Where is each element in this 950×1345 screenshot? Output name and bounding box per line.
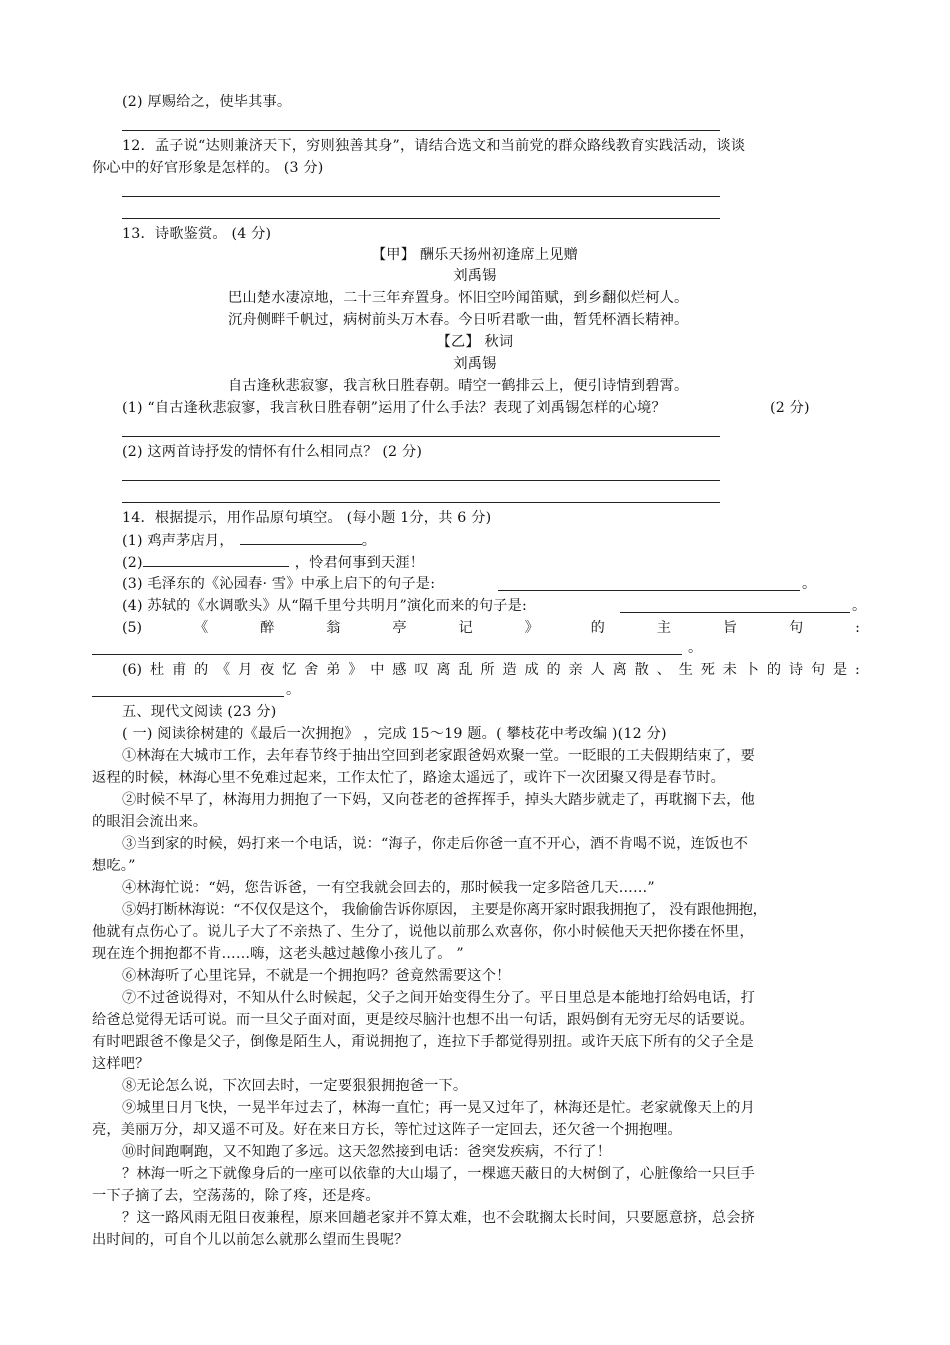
q14-s6-char: 》 [348, 662, 363, 678]
q14-s6-char: 亲 [568, 662, 583, 678]
q14-s3-text: (3) 毛泽东的《沁园春· 雪》中承上启下的句子是: [122, 576, 436, 592]
q14-s5-char: : [855, 620, 860, 636]
q14-s6-char: 弟 [326, 662, 341, 678]
q14-s6-char: 杜 [149, 662, 165, 678]
q12-line2: 你心中的好官形象是怎样的。 (3 分) [92, 160, 324, 176]
story-line: 他就有点伤心了。说儿子大了不亲热了、生分了，说他以前那么欢喜你，你小时候他天天把你搂在怀里， [92, 924, 754, 940]
q14-s4 [122, 596, 527, 616]
q14-s1-text: (1) 鸡声茅店月， [122, 533, 234, 549]
poem2-author: 刘禹锡 [453, 356, 497, 372]
q14-s5-char: (5) [122, 620, 143, 636]
q14-s5-char: 的 [590, 620, 605, 636]
fill-blank[interactable] [620, 612, 850, 613]
q14-s6-char: 未 [722, 662, 737, 678]
q14-s6-char: 人 [590, 662, 605, 678]
q14-s5-char: 主 [656, 620, 671, 636]
q14-s5-char: 翁 [326, 620, 341, 636]
q14-s6-char: 的 [546, 662, 561, 678]
answer-line [122, 436, 720, 437]
q14-s6-char: 成 [524, 662, 539, 678]
answer-line [122, 218, 720, 219]
story-line: ⑩时间跑啊跑，又不知跑了多远。这天忽然接到电话：爸突发疾病，不行了！ [122, 1144, 612, 1160]
story-line: 给爸总觉得无话可说。而一旦父子面对面，更是绞尽脑汁也想不出一句话，跟妈倒有无穷无尽的话要说。 [92, 1012, 754, 1028]
q14-s5 [122, 618, 860, 638]
story-line: 一下子摘了去，空荡荡的，除了疼，还是疼。 [92, 1188, 380, 1204]
story-line: ④林海忙说：“妈，您告诉爸，一有空我就会回去的，那时候我一定多陪爸几天……” [122, 880, 655, 896]
poem1-line1: 巴山楚水凄凉地，二十三年弃置身。怀旧空吟闻笛赋，到乡翻似烂柯人。 [228, 290, 689, 306]
story-line: ？林海一听之下就像身后的一座可以依靠的大山塌了，一棵遮天蔽日的大树倒了，心脏像给一只巨手 [122, 1166, 756, 1182]
q14-s6-char: 卜 [744, 662, 759, 678]
poem1-line2: 沉舟侧畔千帆过，病树前头万木春。今日听君歌一曲，暂凭杯酒长精神。 [228, 312, 689, 328]
fill-blank[interactable] [498, 590, 800, 591]
fill-blank[interactable] [143, 552, 289, 567]
q14-s6-char: 甫 [171, 662, 187, 678]
q14-s6-char: 离 [436, 662, 451, 678]
story-line: ②时候不早了，林海用力拥抱了一下妈，又向苍老的爸挥挥手，掉头大踏步就走了，再耽搁下去，他 [122, 792, 756, 808]
q14-s6-char: 造 [502, 662, 517, 678]
q14-s6-char: (6) [122, 662, 143, 678]
q14-s6-char: 月 [238, 662, 253, 678]
story-line: ⑧无论怎么说，下次回去时，一定要狠狠拥抱爸一下。 [122, 1078, 468, 1094]
q14-s6-char: 句 [810, 662, 826, 678]
q14-s6 [122, 660, 860, 680]
q14-s6-char: 叹 [414, 662, 429, 678]
q14-s5-char: 醉 [260, 620, 275, 636]
q14-s6-char: 的 [766, 662, 782, 678]
q14-s6-char: 散 [634, 662, 649, 678]
q14-s6-char: 夜 [260, 662, 275, 678]
story-line: ③当到家的时候，妈打来一个电话，说：“海子，你走后你爸一直不开心，酒不肯喝不说，连饭也不 [122, 836, 749, 852]
q14-s2 [122, 552, 424, 573]
q14-s6-char: 离 [612, 662, 627, 678]
q14-s5-char: 亭 [392, 620, 407, 636]
story-line: ①林海在大城市工作，去年春节终于抽出空回到老家跟爸妈欢聚一堂。一眨眼的工夫假期结束了，要 [122, 748, 756, 764]
q14-s6-char: 忆 [282, 662, 297, 678]
q14-s4-text: (4) 苏轼的《水调歌头》从“隔千里兮共明月”演化而来的句子是: [122, 598, 527, 614]
q14-s2-text: (2) [122, 555, 143, 571]
story-line: 的眼泪会流出来。 [92, 814, 208, 830]
q13-sub2: (2) 这两首诗抒发的情怀有什么相同点？ (2 分) [122, 444, 423, 460]
poem1-title: 【甲】 酬乐天扬州初逢席上见赠 [371, 247, 579, 263]
story-line: ？这一路风雨无阻日夜兼程，原来回趟老家并不算太难，也不会耽搁太长时间，只要愿意挤，总会挤 [122, 1210, 756, 1226]
q14-s6-char: : [854, 662, 860, 678]
q14-s4-end: 。 [852, 598, 867, 614]
poem2-title: 【乙】 秋词 [436, 334, 514, 350]
answer-line [122, 130, 720, 131]
q13-sub1-score: (2 分) [770, 400, 810, 416]
q14-s5-char: 旨 [722, 620, 738, 636]
q14-s1 [122, 530, 376, 551]
fill-blank[interactable] [92, 696, 284, 697]
q14-s5-char: 记 [458, 620, 473, 636]
section5-title: 五、现代文阅读 (23 分) [122, 704, 277, 720]
story-line: 想吃。” [92, 858, 136, 874]
q14-s5-end: 。 [688, 640, 703, 656]
answer-line [122, 480, 720, 481]
q14-s6-char: 生 [678, 662, 693, 678]
q14-s6-char: 乱 [458, 662, 473, 678]
q14-s6-char: 是 [832, 662, 848, 678]
q14-s2-end: ，怜君何事到天涯！ [294, 555, 425, 571]
q14-header: 14．根据提示，用作品原句填空。 (每小题 1分，共 6 分) [122, 510, 492, 526]
q14-s1-end: 。 [361, 533, 377, 549]
poem2-line1: 自古逢秋悲寂寥，我言秋日胜春朝。晴空一鹤排云上，便引诗情到碧霄。 [228, 378, 689, 394]
story-line: ⑦不过爸说得对，不知从什么时候起，父子之间开始变得生分了。平日里总是本能地打给妈电话，打 [122, 990, 756, 1006]
q14-s3 [122, 574, 435, 594]
q13-sub1: (1) “自古逢秋悲寂寥，我言秋日胜春朝”运用了什么手法？表现了刘禹锡怎样的心境？ [122, 400, 666, 416]
story-line: ⑥林海听了心里诧异，不就是一个拥抱吗？爸竟然需要这个！ [122, 968, 511, 984]
q14-s3-end: 。 [802, 576, 817, 592]
poem1-author: 刘禹锡 [453, 268, 497, 284]
q13-header: 13．诗歌鉴赏。 (4 分) [122, 226, 272, 242]
q14-s5-char: 句 [789, 620, 804, 636]
q14-s6-char: 、 [656, 662, 671, 678]
q14-s6-char: 所 [480, 662, 495, 678]
answer-line [122, 196, 720, 197]
q14-s6-char: 《 [216, 662, 231, 678]
fill-blank[interactable] [92, 654, 682, 655]
story-line: 有时吧跟爸不像是父子，倒像是陌生人，甭说拥抱了，连拉下手都觉得别扭。或许天底下所有的父子全是 [92, 1034, 754, 1050]
q14-s6-char: 死 [700, 662, 715, 678]
q14-s6-char: 的 [194, 662, 209, 678]
q14-s6-char: 中 [370, 662, 385, 678]
q14-s5-char: 《 [194, 620, 209, 636]
story-line: 现在连个拥抱都不肯……嗨，这老头越过越像小孩儿了。 ” [92, 946, 464, 962]
q14-s6-char: 舍 [304, 662, 319, 678]
story-line: 出时间的，可自个儿以前怎么就那么望而生畏呢？ [92, 1232, 409, 1248]
story-line: ⑨城里日月飞快，一晃半年过去了，林海一直忙；再一晃又过年了，林海还是忙。老家就像天上的月 [122, 1100, 756, 1116]
q12-line1: 12．孟子说“达则兼济天下，穷则独善其身”，请结合选文和当前党的群众路线教育实践活动，谈谈 [122, 138, 746, 154]
q14-s6-char: 诗 [788, 662, 804, 678]
answer-line [122, 502, 720, 503]
story-line: 返程的时候，林海心里不免难过起来，工作太忙了，路途太遥远了，或许下一次团聚又得是春节时。 [92, 770, 726, 786]
fill-blank[interactable] [240, 530, 362, 545]
story-line: ⑤妈打断林海说：“不仅仅是这个， 我偷偷告诉你原因， 主要是你离开家时跟我拥抱了， 没有跟他拥抱， [122, 902, 767, 918]
q11-sub2: (2) 厚赐给之，使毕其事。 [122, 94, 292, 110]
story-line: 亮，美丽万分，却又遥不可及。好在来日方长，等忙过这阵子一定回去，还欠爸一个拥抱哩。 [92, 1122, 682, 1138]
q14-s6-char: 感 [392, 662, 407, 678]
q14-s5-char: 》 [524, 620, 539, 636]
q14-s6-end: 。 [286, 682, 301, 698]
story-line: 这样吧？ [92, 1056, 150, 1072]
section5-part1: ( 一) 阅读徐树建的《最后一次拥抱》 ，完成 15～19 题。( 攀枝花中考改编 )(12 分) [122, 726, 667, 742]
